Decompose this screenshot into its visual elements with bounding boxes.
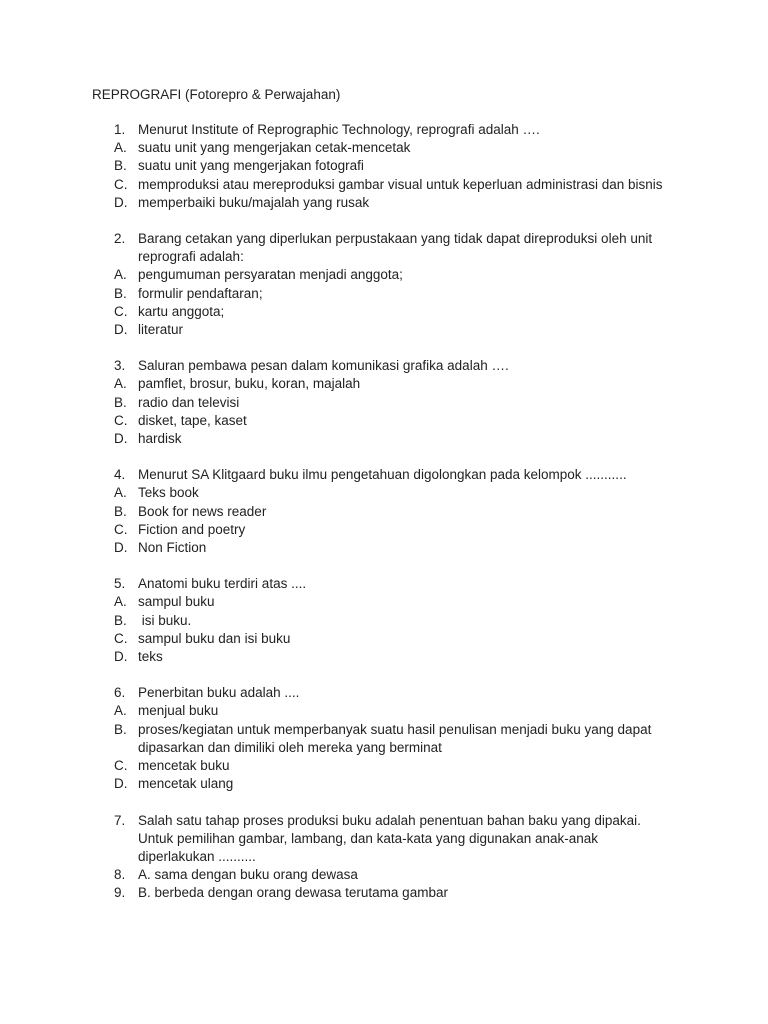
question-list [0,121,768,921]
question-text: Menurut Institute of Reprographic Technology, reprografi adalah …. [138,122,544,137]
option-text: menjual buku [138,703,219,719]
question-block [0,812,768,903]
option-text: proses/kegiatan untuk memperbanyak suatu hasil penulisan menjadi buku yang dapat dipasarkan dan dimiliki oleh mereka yang berminat [138,721,656,755]
option-row [0,612,768,630]
question-text: Menurut SA Klitgaard buku ilmu pengetahuan digolongkan pada kelompok ........... [138,467,627,483]
option-letter: C. [114,521,128,537]
option-letter: A. [114,703,127,719]
option-text: suatu unit yang mengerjakan fotografi [138,158,364,174]
option-row [0,521,768,539]
option-row [0,321,768,339]
option-row [0,194,768,212]
option-row [0,630,768,648]
option-text: Teks book [138,485,199,501]
option-letter: C. [114,758,128,774]
option-letter: D. [114,431,128,447]
option-text: pamflet, brosur, buku, koran, majalah [138,376,361,392]
document-title: REPROGRAFI (Fotorepro & Perwajahan) [92,87,341,102]
option-letter: B. [114,721,127,737]
question-row [0,230,768,266]
option-text: memperbaiki buku/majalah yang rusak [138,194,370,210]
question-block [0,357,768,448]
question-number: 6. [114,685,126,701]
option-letter: 8. [114,867,126,883]
option-row [0,412,768,430]
option-letter: B. [114,394,127,410]
option-letter: B. [114,612,127,628]
option-row [0,266,768,284]
option-letter: A. [114,267,127,283]
question-row [0,575,768,593]
option-letter: C. [114,630,128,646]
question-text: Salah satu tahap proses produksi buku adalah penentuan bahan baku yang dipakai. Untuk pemilihan gambar, lambang, dan kata-kata yang digunakan anak-anak diperlakukan .......... [138,812,645,864]
question-row [0,684,768,702]
option-letter: D. [114,776,128,792]
question-number: 1. [114,122,126,137]
option-row [0,157,768,175]
option-row [0,484,768,502]
question-number: 5. [114,576,126,592]
option-letter: D. [114,194,128,210]
option-letter: D. [114,540,128,556]
option-row [0,303,768,321]
option-row [0,593,768,611]
option-letter: B. [114,503,127,519]
option-row [0,503,768,521]
option-row [0,702,768,720]
option-text: radio dan televisi [138,394,240,410]
option-row [0,375,768,393]
question-number: 2. [114,231,126,247]
question-text: Penerbitan buku adalah .... [138,685,300,701]
option-letter: A. [114,594,127,610]
option-letter: C. [114,412,128,428]
question-block [0,575,768,666]
option-text: Non Fiction [138,540,207,556]
option-text: memproduksi atau mereproduksi gambar visual untuk keperluan administrasi dan bisnis [138,176,663,192]
question-row [0,812,768,867]
option-row [0,285,768,303]
option-text: Book for news reader [138,503,267,519]
option-row [0,430,768,448]
option-text: pengumuman persyaratan menjadi anggota; [138,267,403,283]
option-text: teks [138,649,163,665]
option-text: suatu unit yang mengerjakan cetak-mencetak [138,140,411,156]
option-text: kartu anggota; [138,303,225,319]
option-letter: B. [114,158,127,174]
question-block [0,230,768,339]
option-letter: D. [114,322,128,338]
option-letter: A. [114,485,127,501]
option-row [0,775,768,793]
question-text: Anatomi buku terdiri atas .... [138,576,307,592]
option-letter: A. [114,376,127,392]
option-text: mencetak buku [138,758,230,774]
option-text: sampul buku [138,594,215,610]
question-row [0,357,768,375]
question-text: Saluran pembawa pesan dalam komunikasi grafika adalah …. [138,358,513,374]
option-row [0,394,768,412]
option-letter: B. [114,285,127,301]
option-text: formulir pendaftaran; [138,285,263,301]
option-row [0,648,768,666]
option-row [0,721,768,757]
question-block [0,684,768,793]
option-row [0,866,768,884]
question-row [0,121,768,139]
option-text: disket, tape, kaset [138,412,247,428]
question-number: 7. [114,812,126,828]
option-letter: C. [114,176,128,192]
option-letter: A. [114,140,127,156]
option-row [0,139,768,157]
option-letter: C. [114,303,128,319]
question-number: 3. [114,358,126,374]
question-number: 4. [114,467,126,483]
option-row [0,176,768,194]
question-row [0,466,768,484]
option-text: B. berbeda dengan orang dewasa terutama gambar [138,885,448,901]
option-text: hardisk [138,431,182,447]
option-row [0,757,768,775]
option-text: mencetak ulang [138,776,234,792]
option-text: Fiction and poetry [138,521,246,537]
option-row [0,539,768,557]
option-text: A. sama dengan buku orang dewasa [138,867,358,883]
question-text: Barang cetakan yang diperlukan perpustakaan yang tidak dapat direproduksi oleh unit reprografi adalah: [138,231,656,265]
option-text: isi buku. [138,612,192,628]
option-row [0,884,768,902]
option-letter: D. [114,649,128,665]
question-block [0,121,768,212]
question-block [0,466,768,557]
option-letter: 9. [114,885,126,901]
option-text: literatur [138,322,184,338]
option-text: sampul buku dan isi buku [138,630,291,646]
